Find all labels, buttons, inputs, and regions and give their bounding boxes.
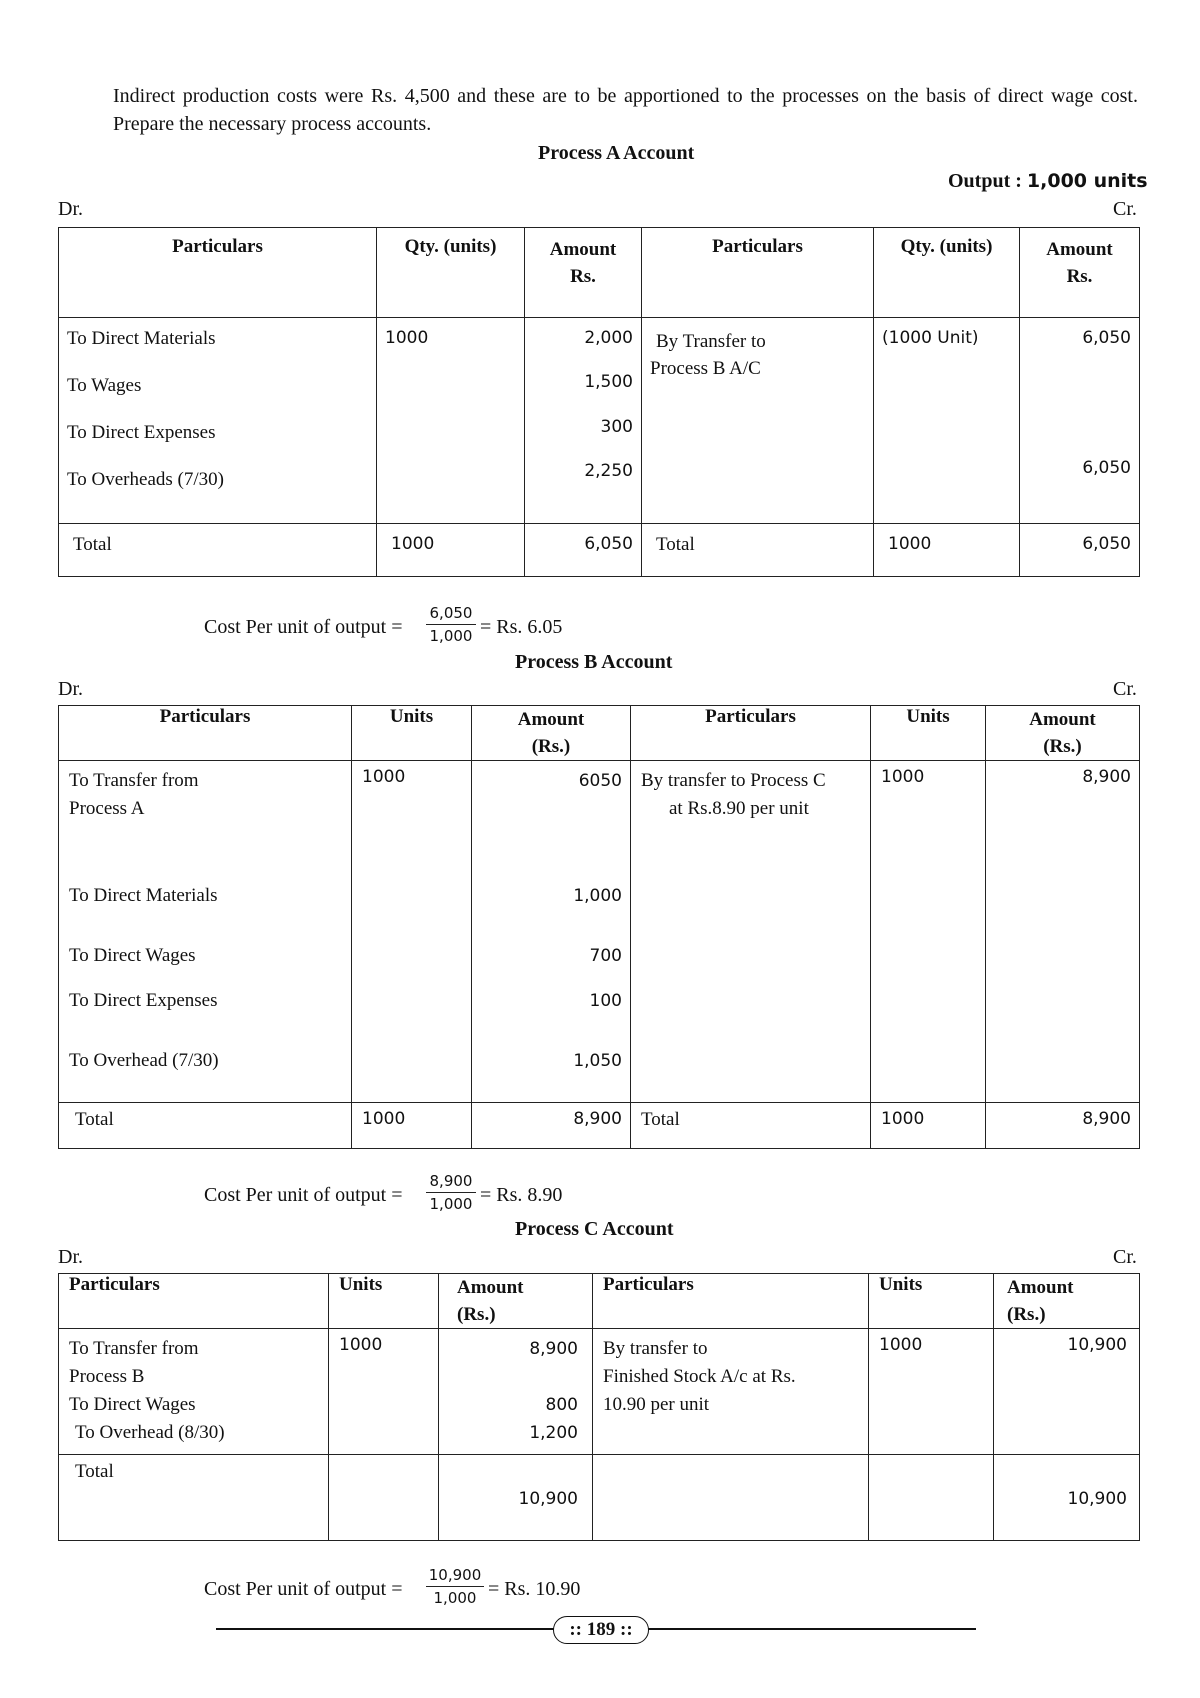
total-amount: 8,900: [472, 1103, 631, 1149]
list-item: Process B: [69, 1366, 145, 1387]
list-item: Process A: [69, 798, 145, 819]
process-a-output: [948, 170, 1148, 193]
total-amount: 10,900: [439, 1455, 593, 1541]
list-item: By Transfer to: [656, 331, 766, 352]
table-row: [59, 1329, 1140, 1455]
output-value: 1,000 units: [1026, 170, 1148, 192]
process-a-table: [58, 227, 1140, 577]
amount-value: 8,900: [529, 1339, 578, 1359]
formula-label: Cost Per unit of output =: [204, 1184, 403, 1206]
debit-particulars-cell: [59, 1329, 329, 1455]
amount-value: 6,050: [1082, 458, 1131, 478]
header-amount-cr: Amount (Rs.): [986, 706, 1140, 761]
debit-qty-cell: 1000: [352, 761, 472, 1103]
header-particulars: Particulars: [59, 706, 352, 761]
formula-fraction: $\frac{10,900}{1,000}$: [426, 1566, 484, 1607]
process-c-dr-label: Dr.: [58, 1246, 83, 1268]
list-item: To Direct Expenses: [67, 422, 216, 443]
total-row: [59, 1103, 1140, 1149]
credit-particulars-cell: [593, 1329, 869, 1455]
process-b-cr-label: Cr.: [1113, 678, 1137, 700]
list-item: To Transfer from: [69, 1338, 199, 1359]
header-particulars-cr: Particulars: [631, 706, 871, 761]
total-amount-cr: 6,050: [1020, 524, 1140, 577]
total-label: Total: [59, 524, 377, 577]
process-a-dr-label: Dr.: [58, 198, 83, 220]
process-c-table: [58, 1273, 1140, 1541]
amount-value: 1,000: [573, 886, 622, 906]
header-amount: Amount (Rs.): [472, 706, 631, 761]
debit-qty-cell: 1000: [377, 318, 525, 524]
header-particulars-cr: Particulars: [642, 228, 874, 318]
header-particulars-cr: Particulars: [593, 1274, 869, 1329]
list-item: at Rs.8.90 per unit: [669, 798, 809, 819]
header-amount-cr: Amount (Rs.): [994, 1274, 1140, 1329]
list-item: Process B A/C: [650, 358, 761, 379]
header-amount: Amount (Rs.): [439, 1274, 593, 1329]
process-c-cr-label: Cr.: [1113, 1246, 1137, 1268]
amount-value: 1,200: [529, 1423, 578, 1443]
debit-particulars-cell: [59, 318, 377, 524]
credit-amount-cell: 8,900: [986, 761, 1140, 1103]
total-qty-cr: 1000: [871, 1103, 986, 1149]
list-item: By transfer to: [603, 1338, 708, 1359]
list-item: By transfer to Process C: [641, 770, 826, 791]
header-units: Units: [352, 706, 472, 761]
header-units: Units: [329, 1274, 439, 1329]
process-c-title: Process C Account: [515, 1218, 674, 1240]
amount-value: 700: [589, 946, 622, 966]
amount-value: 1,500: [584, 372, 633, 392]
list-item: To Transfer from: [69, 770, 199, 791]
intro-paragraph: Indirect production costs were Rs. 4,500 and these are to be apportioned to the processes on the basis of direct wage cost. Prepare the necessary process accounts.: [113, 85, 1138, 135]
table-row: [59, 761, 1140, 1103]
debit-amount-cell: [525, 318, 642, 524]
table-header-row: [59, 706, 1140, 761]
total-row: [59, 524, 1140, 577]
formula-result: = Rs. 6.05: [480, 616, 563, 638]
debit-amount-cell: [439, 1329, 593, 1455]
debit-amount-cell: [472, 761, 631, 1103]
credit-particulars-cell: [642, 318, 874, 524]
list-item: To Wages: [67, 375, 142, 396]
total-amount-cr: 10,900: [994, 1455, 1140, 1541]
amount-value: 800: [545, 1395, 578, 1415]
header-qty: Qty. (units): [377, 228, 525, 318]
debit-qty-cell: 1000: [329, 1329, 439, 1455]
total-amount-cr: 8,900: [986, 1103, 1140, 1149]
header-amount: Amount Rs.: [525, 228, 642, 318]
amount-value: 100: [589, 991, 622, 1011]
list-item: To Overhead (7/30): [69, 1050, 219, 1071]
process-b-cost-formula: [204, 1172, 584, 1222]
total-qty: 1000: [377, 524, 525, 577]
process-b-dr-label: Dr.: [58, 678, 83, 700]
header-units-cr: Units: [871, 706, 986, 761]
total-amount: 6,050: [525, 524, 642, 577]
total-qty-cr: [869, 1455, 994, 1541]
credit-amount-cell: [1020, 318, 1140, 524]
header-units-cr: Units: [869, 1274, 994, 1329]
amount-value: 1,050: [573, 1051, 622, 1071]
list-item: To Overheads (7/30): [67, 469, 224, 490]
header-particulars: Particulars: [59, 1274, 329, 1329]
table-header-row: [59, 1274, 1140, 1329]
amount-value: 300: [600, 417, 633, 437]
credit-amount-cell: 10,900: [994, 1329, 1140, 1455]
formula-result: = Rs. 10.90: [488, 1578, 581, 1600]
total-label: Total: [59, 1103, 352, 1149]
list-item: To Direct Materials: [67, 328, 216, 349]
header-particulars: Particulars: [59, 228, 377, 318]
credit-qty-cell: 1000: [871, 761, 986, 1103]
list-item: To Direct Materials: [69, 885, 218, 906]
list-item: 10.90 per unit: [603, 1394, 710, 1415]
formula-result: = Rs. 8.90: [480, 1184, 563, 1206]
process-c-cost-formula: [204, 1566, 604, 1616]
list-item: Finished Stock A/c at Rs.: [603, 1366, 796, 1387]
header-qty-cr: Qty. (units): [874, 228, 1020, 318]
total-label-cr: [593, 1455, 869, 1541]
credit-qty-cell: (1000 Unit): [874, 318, 1020, 524]
process-b-table: [58, 705, 1140, 1149]
total-qty-cr: 1000: [874, 524, 1020, 577]
amount-value: 6050: [578, 771, 622, 791]
table-row: [59, 318, 1140, 524]
page-number: :: 189 ::: [553, 1616, 649, 1644]
formula-label: Cost Per unit of output =: [204, 616, 403, 638]
total-qty: [329, 1455, 439, 1541]
formula-label: Cost Per unit of output =: [204, 1578, 403, 1600]
total-label-cr: Total: [631, 1103, 871, 1149]
process-a-cr-label: Cr.: [1113, 198, 1137, 220]
total-label: Total: [59, 1455, 329, 1541]
list-item: To Direct Expenses: [69, 990, 218, 1011]
list-item: To Overhead (8/30): [75, 1422, 225, 1443]
formula-fraction: $\frac{6,050}{1,000}$: [426, 604, 476, 645]
amount-value: 2,250: [584, 461, 633, 481]
list-item: To Direct Wages: [69, 1394, 196, 1415]
process-a-cost-formula: [204, 604, 584, 654]
total-qty: 1000: [352, 1103, 472, 1149]
process-a-title: Process A Account: [538, 142, 695, 164]
credit-qty-cell: 1000: [869, 1329, 994, 1455]
table-header-row: [59, 228, 1140, 318]
amount-value: 6,050: [1082, 328, 1131, 348]
total-row: [59, 1455, 1140, 1541]
debit-particulars-cell: [59, 761, 352, 1103]
credit-particulars-cell: [631, 761, 871, 1103]
header-amount-cr: Amount Rs.: [1020, 228, 1140, 318]
process-b-title: Process B Account: [515, 651, 673, 673]
amount-value: 2,000: [584, 328, 633, 348]
total-label-cr: Total: [642, 524, 874, 577]
list-item: To Direct Wages: [69, 945, 196, 966]
formula-fraction: $\frac{8,900}{1,000}$: [426, 1172, 476, 1213]
output-label: Output :: [948, 170, 1022, 192]
